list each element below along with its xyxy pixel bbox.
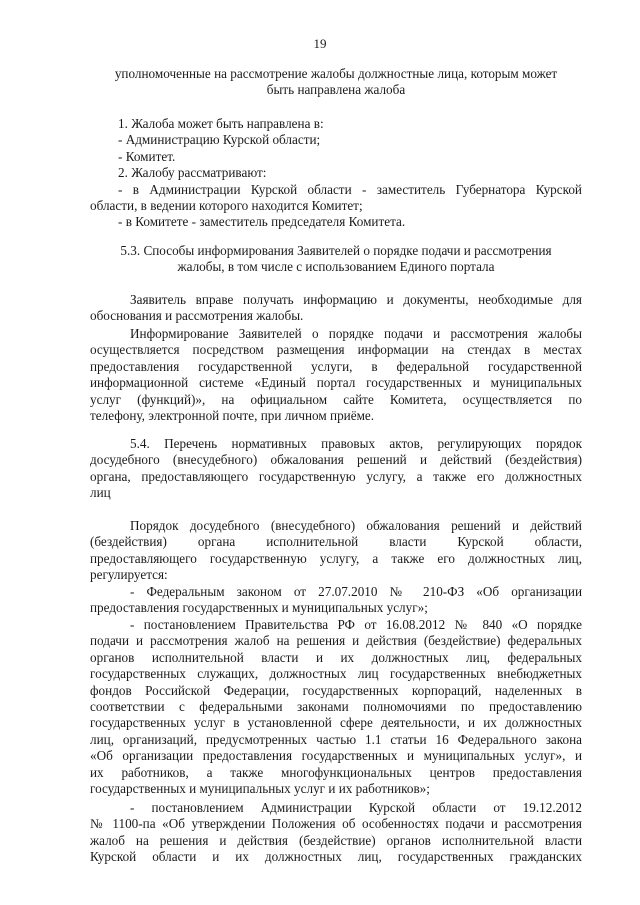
text-line: информационной системе «Единый портал государственных и муниципальных (90, 375, 582, 391)
section-5-3-paragraph-1 (90, 292, 582, 325)
text-line: подачи и рассмотрения жалоб на решения и действия (бездействие) федеральных (90, 633, 582, 649)
text-line: обоснования и рассмотрения жалобы. (90, 308, 304, 324)
text-line: предоставляющего государственную услугу, а также его должностных лиц, (90, 550, 582, 566)
list-item: области, в ведении которого находится Комитет; (90, 198, 363, 214)
text-line: Порядок досудебного (внесудебного) обжалования решений и действий (130, 518, 582, 533)
text-line: регулируется: (90, 567, 168, 583)
text-line: предоставления государственных и муниципальных услуг»; (90, 600, 428, 616)
section-5-4-paragraph-3 (90, 617, 582, 797)
text-line: государственных и муниципальных услуг и их работников»; (90, 781, 430, 797)
text-line: Заявитель вправе получать информацию и документы, необходимые для (130, 292, 582, 307)
text-line: 5.4. Перечень нормативных правовых актов, регулирующих порядок (130, 436, 582, 451)
text-line: услуг (функций)», на официальном сайте Комитета, осуществляется по (90, 391, 582, 407)
section-5-4-paragraph-4 (90, 800, 582, 866)
complaint-recipients-list (90, 116, 582, 231)
list-item: 2. Жалобу рассматривают: (118, 165, 267, 181)
text-line: фондов Российской Федерации, государственных корпораций, наделенных в (90, 682, 582, 698)
text-line: досудебного (внесудебного) обжалования решений и действий (бездействия) (90, 452, 582, 468)
text-line: - постановлением Администрации Курской области от 19.12.2012 (130, 800, 582, 815)
text-line: органов исполнительной власти и их должностных лиц, федеральных (90, 649, 582, 665)
page-number: 19 (313, 36, 327, 51)
text-line: жалобы, в том числе с использованием Единого портала (177, 259, 495, 275)
section-5-4-heading (90, 436, 582, 502)
section-5-4-paragraph-1 (90, 518, 582, 584)
intro-heading (90, 66, 582, 99)
section-5-4-paragraph-2 (90, 584, 582, 617)
text-line: лиц, организаций, предусмотренных частью 1.1 статьи 16 Федерального закона (90, 731, 582, 747)
text-line: осуществляется посредством размещения информации на стендах в местах (90, 342, 582, 358)
text-line: соответствии с федеральными законами полномочиями по предоставлению (90, 699, 582, 715)
text-line: жалоб на решения и действия (бездействие) органов исполнительной власти (90, 832, 582, 848)
list-item: - Администрацию Курской области; (118, 132, 321, 148)
section-5-3-paragraph-2 (90, 326, 582, 424)
list-item: - Комитет. (118, 148, 176, 164)
list-item: 1. Жалоба может быть направлена в: (118, 116, 324, 131)
list-item: - в Комитете - заместитель председателя Комитета. (118, 214, 406, 230)
text-line: предоставления государственной услуги, в федеральной государственной (90, 358, 582, 374)
text-line: уполномоченные на рассмотрение жалобы должностные лица, которым может (114, 66, 558, 81)
text-line: государственных услуг в установленной сфере деятельности, и их должностных (90, 715, 582, 731)
text-line: Курской области и их должностных лиц, государственных гражданских (90, 849, 582, 865)
text-line: - постановлением Правительства РФ от 16.08.2012 № 840 «О порядке (130, 617, 582, 632)
text-line: их работников, а также многофункциональных центров предоставления (90, 764, 582, 780)
text-line: «Об организации предоставления государственных и муниципальных услуг», и (90, 748, 582, 764)
text-line: органа, предоставляющего государственную услугу, а также его должностных (90, 468, 582, 484)
text-line: 5.3. Способы информирования Заявителей о порядке подачи и рассмотрения (120, 243, 552, 258)
text-line: государственных служащих, должностных лиц государственных внебюджетных (90, 666, 582, 682)
text-line: № 1100-па «Об утверждении Положения об особенностях подачи и рассмотрения (90, 816, 582, 832)
text-line: - Федеральным законом от 27.07.2010 № 210-ФЗ «Об организации (130, 584, 582, 599)
section-5-3-heading (90, 243, 582, 276)
text-line: (бездействия) органа исполнительной власти Курской области, (90, 534, 582, 550)
list-item: - в Администрации Курской области - заместитель Губернатора Курской (118, 181, 582, 197)
text-line: телефону, электронной почте, при личном приёме. (90, 408, 375, 424)
text-line: Информирование Заявителей о порядке подачи и рассмотрения жалобы (130, 326, 582, 341)
text-line: лиц (90, 485, 111, 501)
text-line: быть направлена жалоба (266, 82, 406, 98)
